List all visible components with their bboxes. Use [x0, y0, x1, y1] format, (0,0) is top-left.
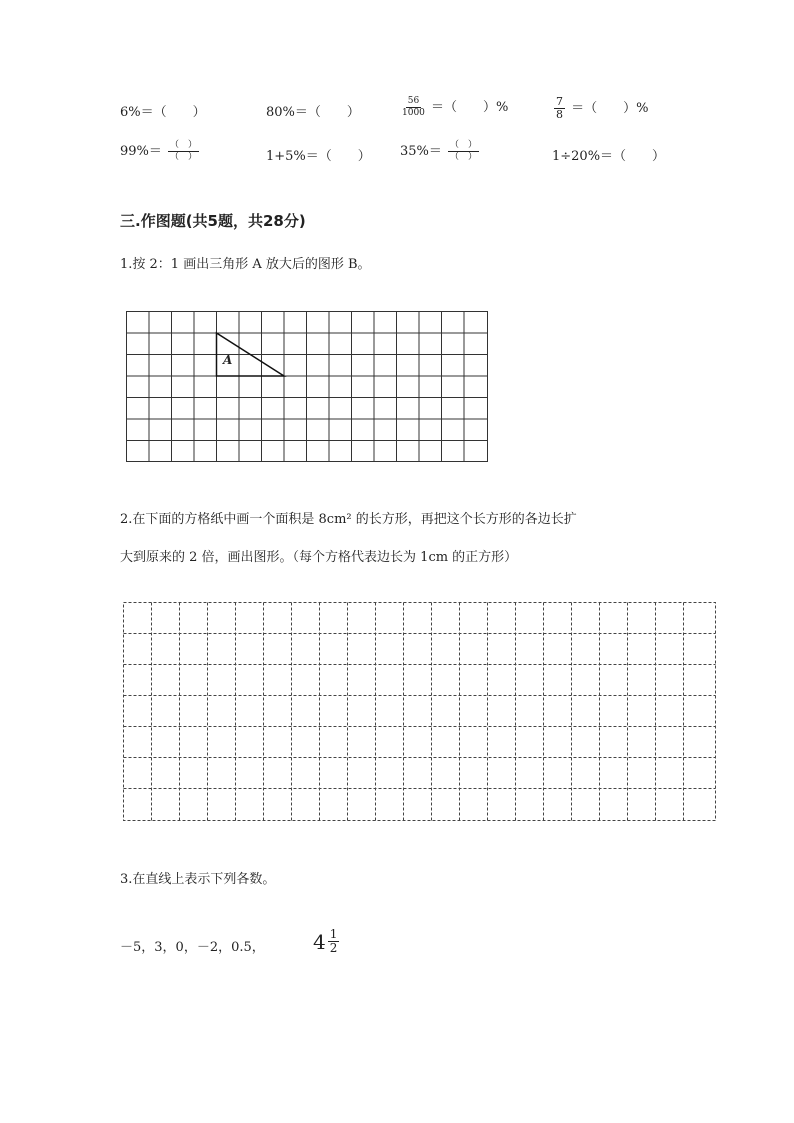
- conversion-rest: ＝（ ）%: [571, 101, 649, 116]
- conversion-6-percent: 6%＝（ ）: [120, 105, 206, 120]
- question-1-text: 1.按 2：1 画出三角形 A 放大后的图形 B。: [120, 257, 371, 272]
- blank-denominator: （ ）: [450, 152, 478, 162]
- conversion-prefix: 99%＝: [120, 144, 162, 159]
- conversion-rest: ＝（ ）%: [431, 100, 509, 115]
- grid-q1: [125, 310, 489, 464]
- question-3-numbers: －5，3，0，－2，0.5，: [120, 940, 265, 955]
- question-2-line1: 2.在下面的方格纸中画一个面积是 8cm² 的长方形，再把这个长方形的各边长扩: [120, 512, 577, 527]
- dashed-grid-q2: [122, 600, 718, 824]
- fraction-denominator: 1000: [402, 108, 425, 118]
- fraction-numerator: 56: [407, 96, 420, 106]
- conversion-1-div-20-percent: 1÷20%＝（ ）: [552, 149, 666, 164]
- question-3-text: 3.在直线上表示下列各数。: [120, 872, 276, 887]
- mixed-number-4-1-2: [313, 928, 341, 955]
- fraction-numerator: 7: [556, 95, 563, 108]
- blank-denominator: （ ）: [170, 152, 198, 162]
- mixed-fraction: [328, 928, 340, 955]
- conversion-1-plus-5-percent: 1+5%＝（ ）: [266, 149, 371, 164]
- blank-fraction: [448, 140, 479, 163]
- blank-numerator: （ ）: [450, 140, 478, 150]
- conversion-prefix: 35%＝: [400, 144, 442, 159]
- mixed-numerator: 1: [329, 927, 338, 941]
- fraction-56-1000: [402, 96, 425, 119]
- conversion-99-percent: [120, 140, 201, 163]
- blank-fraction: [168, 140, 199, 163]
- fraction-denominator: 8: [556, 108, 563, 121]
- triangle-label: A: [223, 353, 233, 367]
- mixed-denominator: 2: [329, 941, 338, 955]
- conversion-56-over-1000: [400, 96, 508, 119]
- conversion-35-percent: [400, 140, 481, 163]
- question-2-line2: 大到原来的 2 倍，画出图形。（每个方格代表边长为 1cm 的正方形）: [120, 550, 518, 565]
- section-title: 三.作图题(共5题，共28分): [120, 212, 306, 230]
- fraction-7-8: [554, 96, 565, 121]
- conversion-7-over-8: [552, 96, 649, 121]
- mixed-whole: 4: [313, 929, 326, 954]
- blank-numerator: （ ）: [170, 140, 198, 150]
- conversion-80-percent: 80%＝（ ）: [266, 105, 360, 120]
